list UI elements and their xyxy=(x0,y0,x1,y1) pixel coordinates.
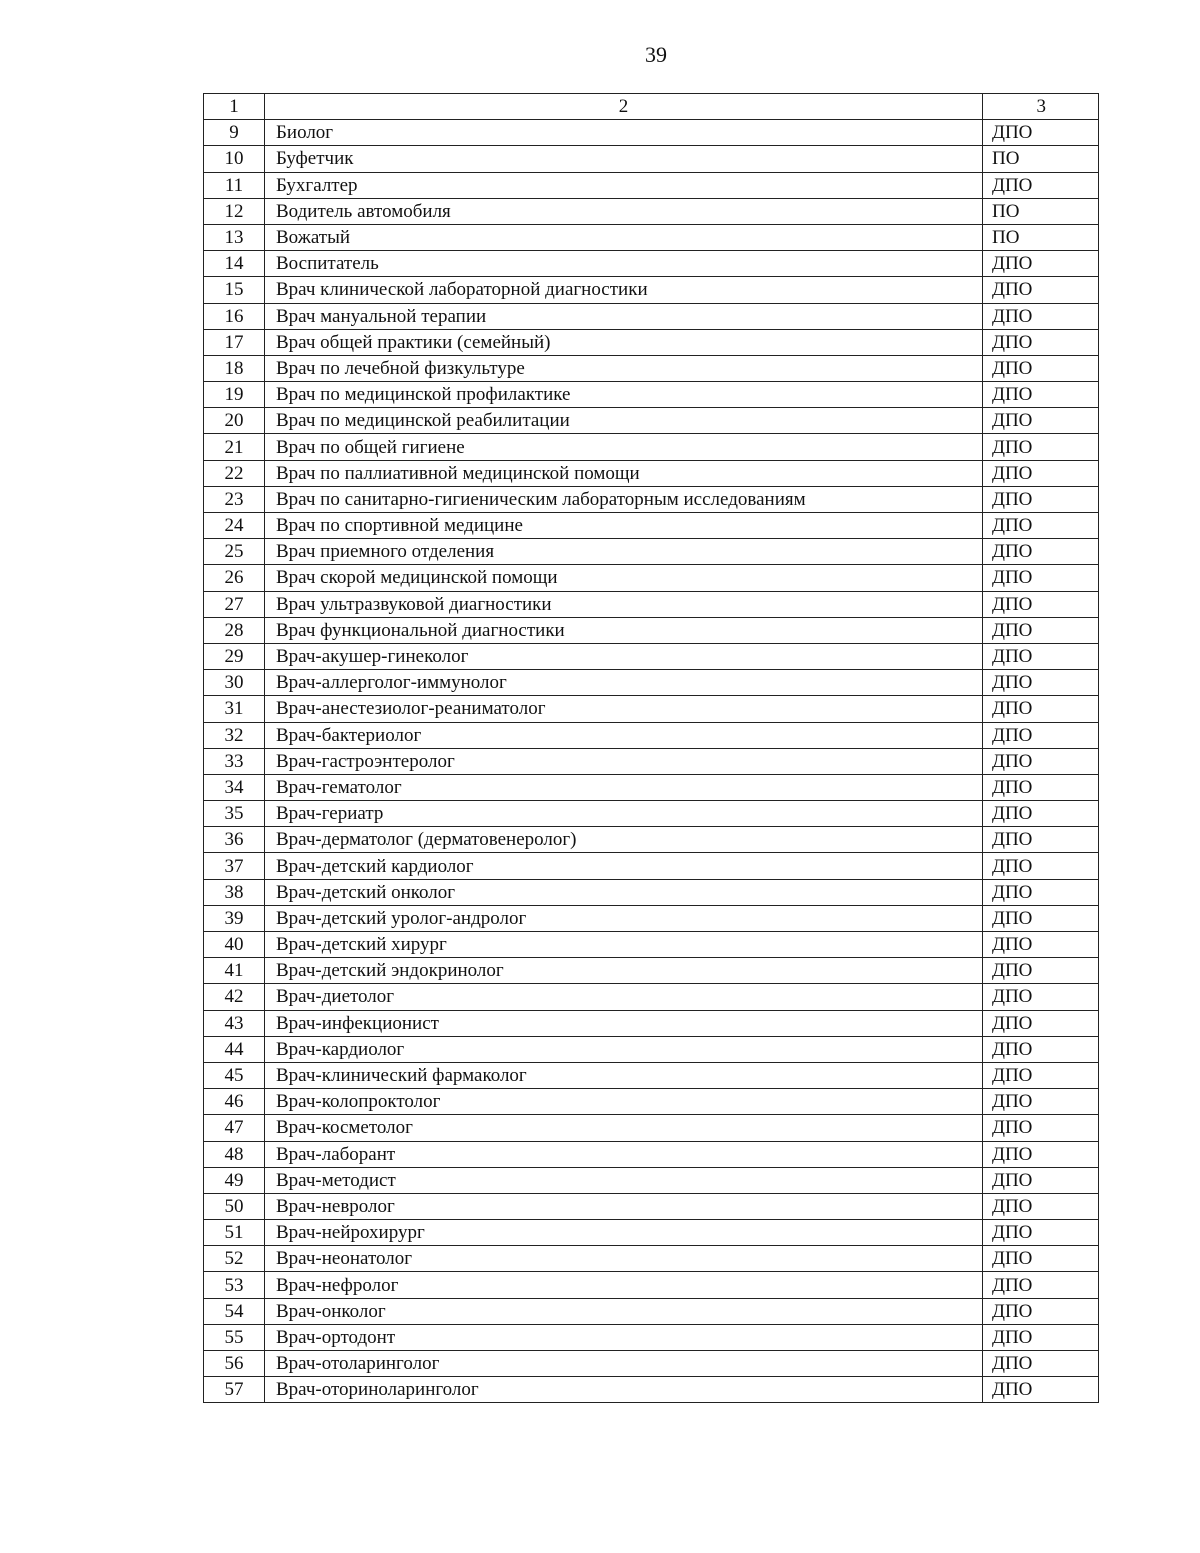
table-row xyxy=(204,198,1099,224)
row-number-cell: 21 xyxy=(204,434,265,460)
education-type-cell: ДПО xyxy=(983,277,1099,303)
row-number-cell: 38 xyxy=(204,879,265,905)
profession-name-cell: Врач мануальной терапии xyxy=(265,303,983,329)
row-number-cell: 52 xyxy=(204,1246,265,1272)
row-number-cell: 31 xyxy=(204,696,265,722)
profession-name-cell: Врач приемного отделения xyxy=(265,539,983,565)
education-type-cell: ДПО xyxy=(983,1298,1099,1324)
profession-name-cell: Врач-методист xyxy=(265,1167,983,1193)
education-type-cell: ДПО xyxy=(983,408,1099,434)
profession-name-cell: Врач-детский кардиолог xyxy=(265,853,983,879)
education-type-cell: ДПО xyxy=(983,1377,1099,1403)
education-type-cell: ПО xyxy=(983,224,1099,250)
education-type-cell: ПО xyxy=(983,198,1099,224)
row-number-cell: 46 xyxy=(204,1089,265,1115)
education-type-cell: ДПО xyxy=(983,539,1099,565)
table-row xyxy=(204,1377,1099,1403)
education-type-cell: ДПО xyxy=(983,1167,1099,1193)
education-type-cell: ДПО xyxy=(983,1010,1099,1036)
table-row xyxy=(204,1272,1099,1298)
table-row xyxy=(204,355,1099,381)
education-type-cell: ДПО xyxy=(983,853,1099,879)
table-row xyxy=(204,774,1099,800)
education-type-cell: ДПО xyxy=(983,486,1099,512)
profession-name-cell: Врач-акушер-гинеколог xyxy=(265,643,983,669)
row-number-cell: 45 xyxy=(204,1062,265,1088)
table-row xyxy=(204,1115,1099,1141)
row-number-cell: 22 xyxy=(204,460,265,486)
table-row xyxy=(204,1298,1099,1324)
table-row xyxy=(204,1062,1099,1088)
profession-name-cell: Бухгалтер xyxy=(265,172,983,198)
row-number-cell: 37 xyxy=(204,853,265,879)
row-number-cell: 27 xyxy=(204,591,265,617)
education-type-cell: ДПО xyxy=(983,1141,1099,1167)
education-type-cell: ДПО xyxy=(983,120,1099,146)
education-type-cell: ДПО xyxy=(983,827,1099,853)
education-type-cell: ДПО xyxy=(983,1272,1099,1298)
table-row xyxy=(204,434,1099,460)
education-type-cell: ДПО xyxy=(983,617,1099,643)
row-number-cell: 42 xyxy=(204,984,265,1010)
table-row xyxy=(204,670,1099,696)
professions-table xyxy=(203,93,1099,1403)
profession-name-cell: Вожатый xyxy=(265,224,983,250)
profession-name-cell: Врач-неонатолог xyxy=(265,1246,983,1272)
column-header-2: 2 xyxy=(265,94,983,120)
row-number-cell: 49 xyxy=(204,1167,265,1193)
table-row xyxy=(204,224,1099,250)
education-type-cell: ДПО xyxy=(983,696,1099,722)
profession-name-cell: Врач-детский хирург xyxy=(265,932,983,958)
row-number-cell: 13 xyxy=(204,224,265,250)
profession-name-cell: Врач-аллерголог-иммунолог xyxy=(265,670,983,696)
education-type-cell: ДПО xyxy=(983,303,1099,329)
row-number-cell: 28 xyxy=(204,617,265,643)
education-type-cell: ПО xyxy=(983,146,1099,172)
column-header-1: 1 xyxy=(204,94,265,120)
profession-name-cell: Биолог xyxy=(265,120,983,146)
row-number-cell: 50 xyxy=(204,1193,265,1219)
table-row xyxy=(204,1351,1099,1377)
education-type-cell: ДПО xyxy=(983,591,1099,617)
profession-name-cell: Врач-анестезиолог-реаниматолог xyxy=(265,696,983,722)
table-row xyxy=(204,958,1099,984)
profession-name-cell: Воспитатель xyxy=(265,251,983,277)
profession-name-cell: Врач-детский уролог-андролог xyxy=(265,905,983,931)
row-number-cell: 57 xyxy=(204,1377,265,1403)
table-row xyxy=(204,984,1099,1010)
row-number-cell: 35 xyxy=(204,801,265,827)
table-row xyxy=(204,513,1099,539)
table-row xyxy=(204,329,1099,355)
education-type-cell: ДПО xyxy=(983,643,1099,669)
profession-name-cell: Врач-гастроэнтеролог xyxy=(265,748,983,774)
table-row xyxy=(204,539,1099,565)
education-type-cell: ДПО xyxy=(983,748,1099,774)
profession-name-cell: Врач по медицинской реабилитации xyxy=(265,408,983,434)
table-row xyxy=(204,932,1099,958)
profession-name-cell: Врач-бактериолог xyxy=(265,722,983,748)
profession-name-cell: Врач по санитарно-гигиеническим лабораторным исследованиям xyxy=(265,486,983,512)
education-type-cell: ДПО xyxy=(983,722,1099,748)
row-number-cell: 29 xyxy=(204,643,265,669)
profession-name-cell: Врач-невролог xyxy=(265,1193,983,1219)
table-row xyxy=(204,1167,1099,1193)
profession-name-cell: Водитель автомобиля xyxy=(265,198,983,224)
education-type-cell: ДПО xyxy=(983,434,1099,460)
profession-name-cell: Буфетчик xyxy=(265,146,983,172)
table-row xyxy=(204,460,1099,486)
education-type-cell: ДПО xyxy=(983,1089,1099,1115)
education-type-cell: ДПО xyxy=(983,513,1099,539)
table-row xyxy=(204,1036,1099,1062)
row-number-cell: 20 xyxy=(204,408,265,434)
row-number-cell: 10 xyxy=(204,146,265,172)
profession-name-cell: Врач-косметолог xyxy=(265,1115,983,1141)
row-number-cell: 32 xyxy=(204,722,265,748)
profession-name-cell: Врач-дерматолог (дерматовенеролог) xyxy=(265,827,983,853)
education-type-cell: ДПО xyxy=(983,774,1099,800)
education-type-cell: ДПО xyxy=(983,1036,1099,1062)
row-number-cell: 26 xyxy=(204,565,265,591)
table-row xyxy=(204,565,1099,591)
row-number-cell: 54 xyxy=(204,1298,265,1324)
table-row xyxy=(204,696,1099,722)
table-row xyxy=(204,408,1099,434)
row-number-cell: 23 xyxy=(204,486,265,512)
profession-name-cell: Врач-детский онколог xyxy=(265,879,983,905)
education-type-cell: ДПО xyxy=(983,801,1099,827)
profession-name-cell: Врач-гериатр xyxy=(265,801,983,827)
row-number-cell: 14 xyxy=(204,251,265,277)
table-row xyxy=(204,748,1099,774)
table-row xyxy=(204,1220,1099,1246)
table-row xyxy=(204,1193,1099,1219)
table-row xyxy=(204,303,1099,329)
table-row xyxy=(204,617,1099,643)
profession-name-cell: Врач-инфекционист xyxy=(265,1010,983,1036)
row-number-cell: 17 xyxy=(204,329,265,355)
table-row xyxy=(204,277,1099,303)
profession-name-cell: Врач-ортодонт xyxy=(265,1324,983,1350)
profession-name-cell: Врач-лаборант xyxy=(265,1141,983,1167)
profession-name-cell: Врач ультразвуковой диагностики xyxy=(265,591,983,617)
row-number-cell: 34 xyxy=(204,774,265,800)
table-row xyxy=(204,486,1099,512)
profession-name-cell: Врач-оториноларинголог xyxy=(265,1377,983,1403)
profession-name-cell: Врач-диетолог xyxy=(265,984,983,1010)
education-type-cell: ДПО xyxy=(983,1246,1099,1272)
profession-name-cell: Врач по общей гигиене xyxy=(265,434,983,460)
profession-name-cell: Врач-гематолог xyxy=(265,774,983,800)
row-number-cell: 48 xyxy=(204,1141,265,1167)
row-number-cell: 36 xyxy=(204,827,265,853)
row-number-cell: 18 xyxy=(204,355,265,381)
row-number-cell: 40 xyxy=(204,932,265,958)
profession-name-cell: Врач по лечебной физкультуре xyxy=(265,355,983,381)
page-number: 39 xyxy=(645,42,667,67)
profession-name-cell: Врач функциональной диагностики xyxy=(265,617,983,643)
education-type-cell: ДПО xyxy=(983,172,1099,198)
row-number-cell: 15 xyxy=(204,277,265,303)
table-row xyxy=(204,120,1099,146)
row-number-cell: 25 xyxy=(204,539,265,565)
table-row xyxy=(204,591,1099,617)
table-row xyxy=(204,382,1099,408)
row-number-cell: 33 xyxy=(204,748,265,774)
education-type-cell: ДПО xyxy=(983,932,1099,958)
profession-name-cell: Врач-колопроктолог xyxy=(265,1089,983,1115)
row-number-cell: 12 xyxy=(204,198,265,224)
table-row xyxy=(204,643,1099,669)
profession-name-cell: Врач скорой медицинской помощи xyxy=(265,565,983,591)
education-type-cell: ДПО xyxy=(983,1062,1099,1088)
table-row xyxy=(204,146,1099,172)
education-type-cell: ДПО xyxy=(983,1220,1099,1246)
row-number-cell: 39 xyxy=(204,905,265,931)
education-type-cell: ДПО xyxy=(983,879,1099,905)
table-row xyxy=(204,251,1099,277)
row-number-cell: 30 xyxy=(204,670,265,696)
table-row xyxy=(204,1141,1099,1167)
profession-name-cell: Врач клинической лабораторной диагностики xyxy=(265,277,983,303)
profession-name-cell: Врач-детский эндокринолог xyxy=(265,958,983,984)
education-type-cell: ДПО xyxy=(983,1193,1099,1219)
table-row xyxy=(204,1010,1099,1036)
education-type-cell: ДПО xyxy=(983,984,1099,1010)
table-row xyxy=(204,879,1099,905)
education-type-cell: ДПО xyxy=(983,565,1099,591)
education-type-cell: ДПО xyxy=(983,670,1099,696)
table-body xyxy=(204,120,1099,1403)
education-type-cell: ДПО xyxy=(983,1115,1099,1141)
education-type-cell: ДПО xyxy=(983,1351,1099,1377)
row-number-cell: 53 xyxy=(204,1272,265,1298)
profession-name-cell: Врач по спортивной медицине xyxy=(265,513,983,539)
education-type-cell: ДПО xyxy=(983,1324,1099,1350)
table-row xyxy=(204,1246,1099,1272)
row-number-cell: 19 xyxy=(204,382,265,408)
profession-name-cell: Врач-клинический фармаколог xyxy=(265,1062,983,1088)
table-row xyxy=(204,1324,1099,1350)
row-number-cell: 16 xyxy=(204,303,265,329)
profession-name-cell: Врач-онколог xyxy=(265,1298,983,1324)
table-row xyxy=(204,853,1099,879)
education-type-cell: ДПО xyxy=(983,905,1099,931)
profession-name-cell: Врач-нефролог xyxy=(265,1272,983,1298)
table-row xyxy=(204,801,1099,827)
education-type-cell: ДПО xyxy=(983,355,1099,381)
table-row xyxy=(204,827,1099,853)
row-number-cell: 24 xyxy=(204,513,265,539)
row-number-cell: 43 xyxy=(204,1010,265,1036)
profession-name-cell: Врач по медицинской профилактике xyxy=(265,382,983,408)
profession-name-cell: Врач по паллиативной медицинской помощи xyxy=(265,460,983,486)
row-number-cell: 11 xyxy=(204,172,265,198)
row-number-cell: 56 xyxy=(204,1351,265,1377)
table-row xyxy=(204,905,1099,931)
education-type-cell: ДПО xyxy=(983,958,1099,984)
profession-name-cell: Врач-нейрохирург xyxy=(265,1220,983,1246)
row-number-cell: 55 xyxy=(204,1324,265,1350)
table-row xyxy=(204,722,1099,748)
profession-name-cell: Врач общей практики (семейный) xyxy=(265,329,983,355)
table-row xyxy=(204,172,1099,198)
education-type-cell: ДПО xyxy=(983,382,1099,408)
education-type-cell: ДПО xyxy=(983,460,1099,486)
row-number-cell: 51 xyxy=(204,1220,265,1246)
row-number-cell: 44 xyxy=(204,1036,265,1062)
column-header-3: 3 xyxy=(983,94,1099,120)
row-number-cell: 9 xyxy=(204,120,265,146)
row-number-cell: 41 xyxy=(204,958,265,984)
profession-name-cell: Врач-отоларинголог xyxy=(265,1351,983,1377)
profession-name-cell: Врач-кардиолог xyxy=(265,1036,983,1062)
education-type-cell: ДПО xyxy=(983,251,1099,277)
table-row xyxy=(204,1089,1099,1115)
table-header-row xyxy=(204,94,1099,120)
row-number-cell: 47 xyxy=(204,1115,265,1141)
education-type-cell: ДПО xyxy=(983,329,1099,355)
